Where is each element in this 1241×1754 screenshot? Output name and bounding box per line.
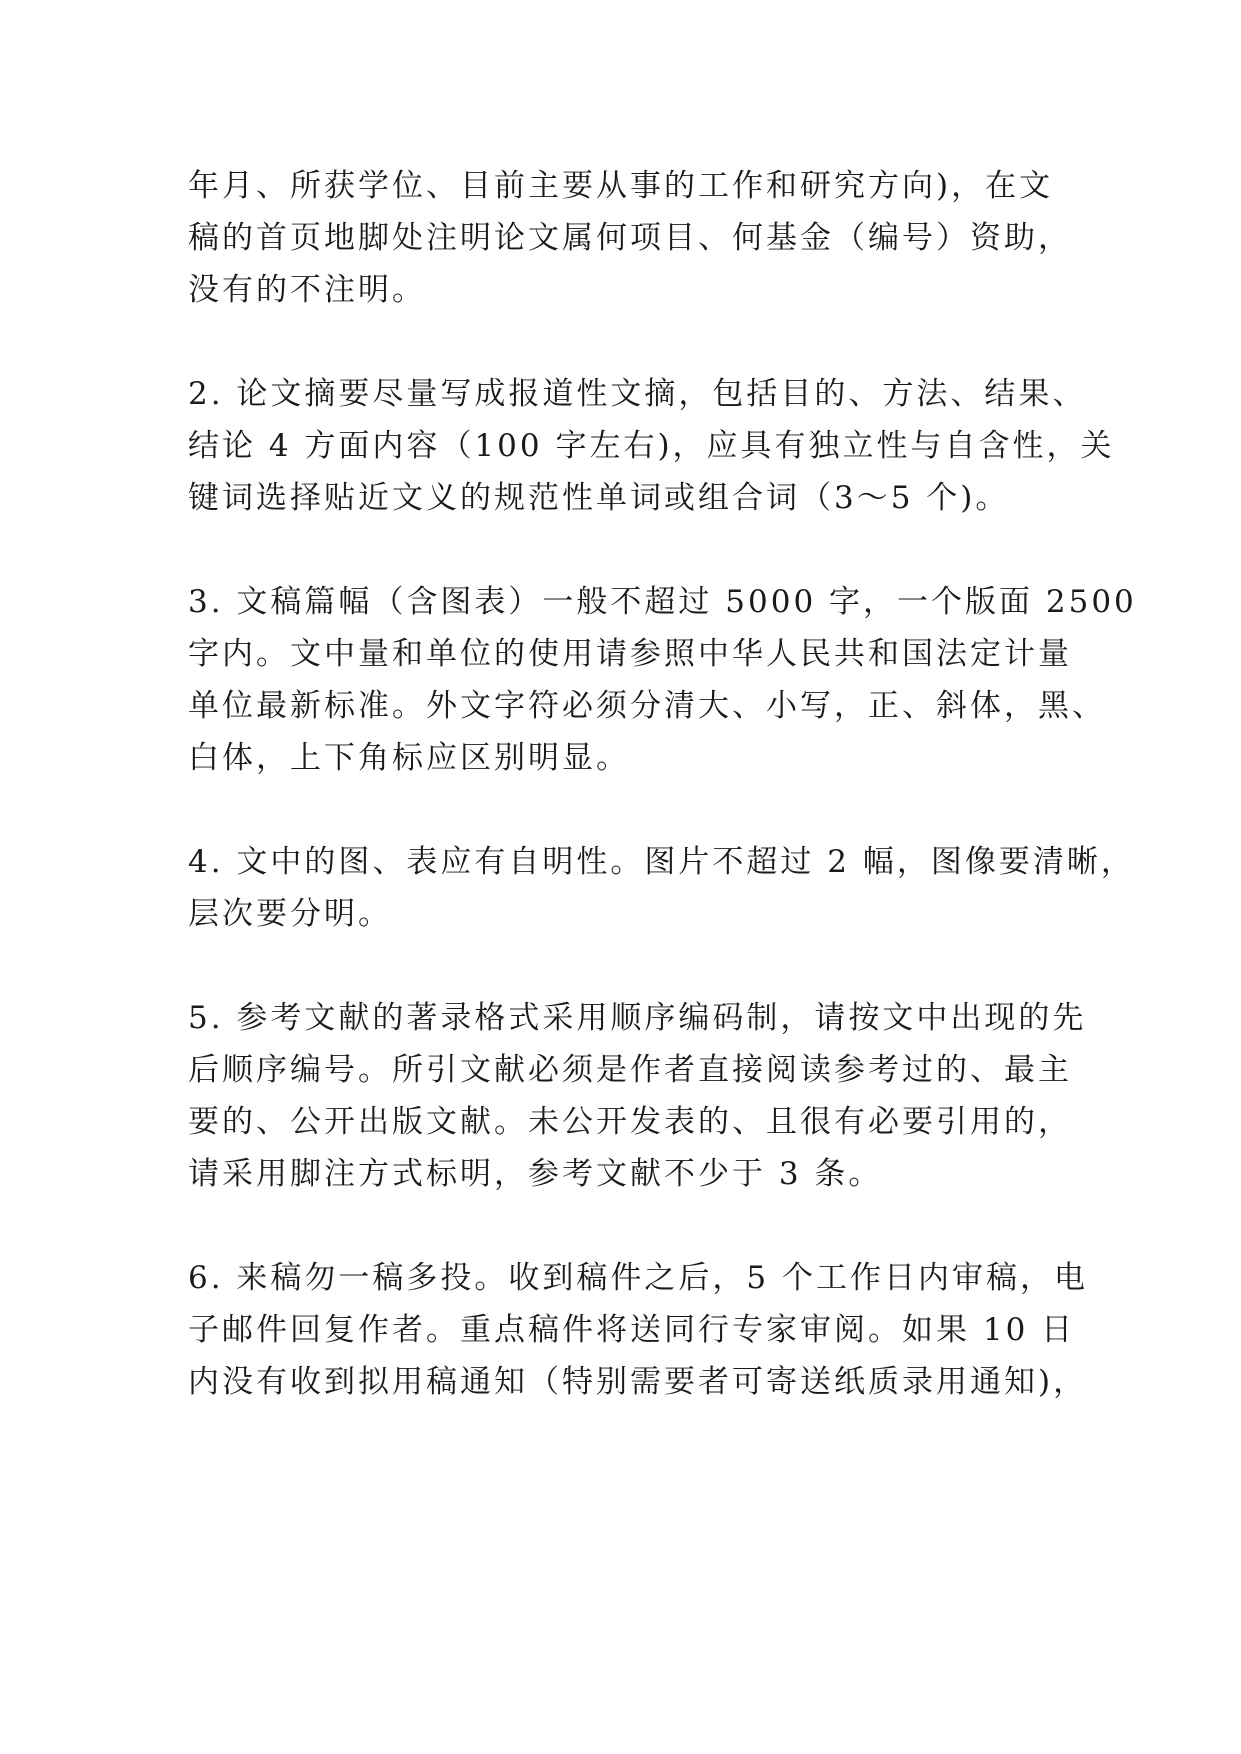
- text-line: 4. 文中的图、表应有自明性。图片不超过 2 幅，图像要清晰，: [188, 844, 1135, 880]
- text-line: 6. 来稿勿一稿多投。收到稿件之后，5 个工作日内审稿，电: [188, 1260, 1089, 1296]
- text-line: 白体，上下角标应区别明显。: [188, 740, 630, 776]
- text-line: 2. 论文摘要尽量写成报道性文摘，包括目的、方法、结果、: [188, 376, 1087, 412]
- text-line: 层次要分明。: [188, 896, 392, 932]
- text-line: 字内。文中量和单位的使用请参照中华人民共和国法定计量: [188, 636, 1072, 672]
- text-line: 子邮件回复作者。重点稿件将送同行专家审阅。如果 10 日: [188, 1312, 1076, 1348]
- paragraph-author-info: [188, 160, 1072, 316]
- text-line: 单位最新标准。外文字符必须分清大、小写，正、斜体，黑、: [188, 688, 1106, 724]
- paragraph-item-6: [188, 1252, 1089, 1408]
- text-line: 稿的首页地脚处注明论文属何项目、何基金（编号）资助，: [188, 220, 1072, 256]
- paragraph-item-5: [188, 992, 1087, 1200]
- text-line: 年月、所获学位、目前主要从事的工作和研究方向)，在文: [188, 168, 1054, 204]
- paragraph-item-2: [188, 368, 1115, 524]
- text-line: 没有的不注明。: [188, 272, 426, 308]
- text-line: 键词选择贴近文义的规范性单词或组合词（3～5 个)。: [188, 480, 1010, 516]
- text-line: 请采用脚注方式标明，参考文献不少于 3 条。: [188, 1156, 883, 1192]
- text-line: 后顺序编号。所引文献必须是作者直接阅读参考过的、最主: [188, 1052, 1072, 1088]
- text-line: 3. 文稿篇幅（含图表）一般不超过 5000 字，一个版面 2500: [188, 584, 1137, 620]
- text-line: 内没有收到拟用稿通知（特别需要者可寄送纸质录用通知)，: [188, 1364, 1088, 1400]
- paragraph-item-3: [188, 576, 1137, 784]
- text-line: 结论 4 方面内容（100 字左右)，应具有独立性与自含性，关: [188, 428, 1115, 464]
- paragraph-item-4: [188, 836, 1135, 940]
- document-body: [188, 160, 1137, 1408]
- text-line: 5. 参考文献的著录格式采用顺序编码制，请按文中出现的先: [188, 1000, 1087, 1036]
- text-line: 要的、公开出版文献。未公开发表的、且很有必要引用的，: [188, 1104, 1072, 1140]
